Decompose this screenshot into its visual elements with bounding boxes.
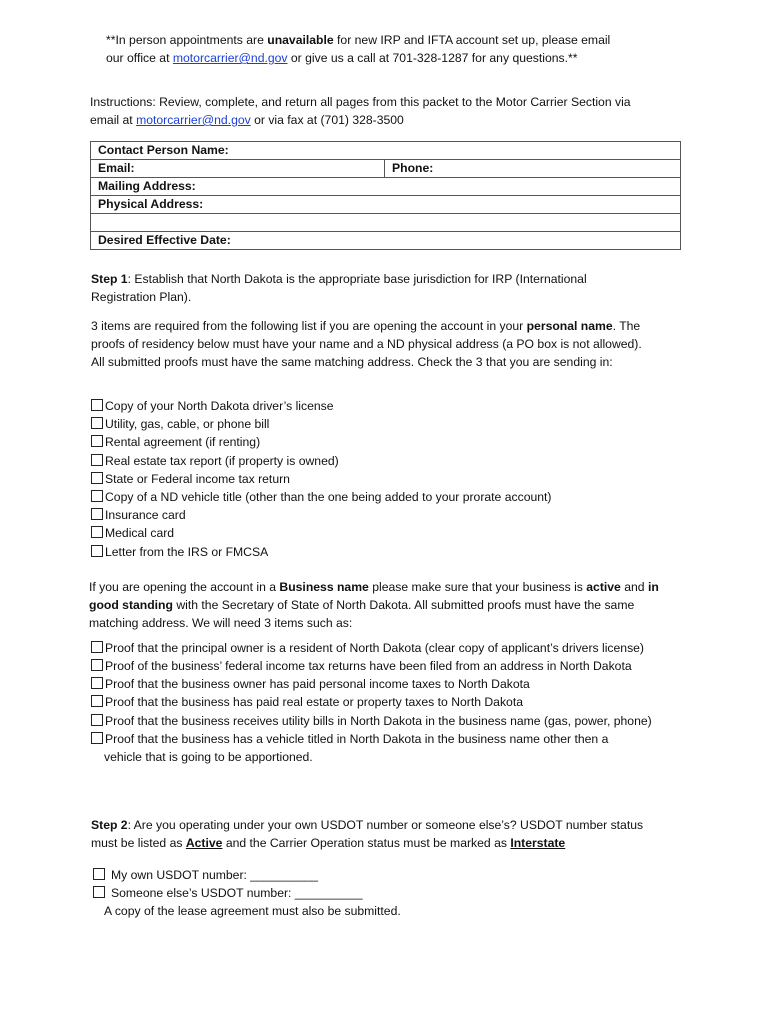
usdot-options bbox=[93, 866, 693, 921]
contact-name-label: Contact Person Name: bbox=[98, 143, 229, 157]
else-usdot-option[interactable]: Someone else’s USDOT number: __________ bbox=[93, 884, 693, 902]
contact-info-table bbox=[90, 141, 681, 250]
checkbox[interactable] bbox=[91, 545, 103, 557]
checkbox[interactable] bbox=[91, 677, 103, 689]
checkbox[interactable] bbox=[91, 417, 103, 429]
checklist-item[interactable]: Proof that the business owner has paid personal income taxes to North Dakota bbox=[91, 675, 671, 693]
email-phone-row bbox=[91, 159, 680, 177]
notice-line-1: **In person appointments are unavailable for new IRP and IFTA account set up, please email bbox=[106, 33, 611, 47]
checkbox[interactable] bbox=[91, 641, 103, 653]
checkbox[interactable] bbox=[91, 490, 103, 502]
checkbox[interactable] bbox=[91, 526, 103, 538]
checkbox[interactable] bbox=[91, 659, 103, 671]
checkbox[interactable] bbox=[91, 435, 103, 447]
checkbox[interactable] bbox=[93, 868, 105, 880]
lease-note: A copy of the lease agreement must also be submitted. bbox=[104, 904, 401, 919]
business-proofs-checklist bbox=[91, 639, 671, 766]
checklist-item[interactable]: Rental agreement (if renting) bbox=[91, 433, 691, 451]
blank-row[interactable] bbox=[91, 213, 680, 231]
contact-name-row[interactable] bbox=[91, 142, 680, 159]
checklist-item[interactable]: Proof that the business receives utility bills in North Dakota in the business name (gas, power, phone) bbox=[91, 712, 654, 730]
checklist-item[interactable]: Real estate tax report (if property is owned) bbox=[91, 452, 691, 470]
checklist-item[interactable]: Proof that the business has a vehicle titled in North Dakota in the business name other then a vehicle that is going to be apportioned. bbox=[91, 730, 649, 766]
checkbox[interactable] bbox=[91, 695, 103, 707]
checkbox[interactable] bbox=[91, 508, 103, 520]
checkbox[interactable] bbox=[91, 399, 103, 411]
checklist-item[interactable]: Proof that the business has paid real estate or property taxes to North Dakota bbox=[91, 693, 671, 711]
physical-address-row[interactable] bbox=[91, 195, 680, 213]
instructions-line-1: Instructions: Review, complete, and return all pages from this packet to the Motor Carrier Section via bbox=[90, 95, 631, 109]
checkbox[interactable] bbox=[91, 472, 103, 484]
physical-address-label: Physical Address: bbox=[98, 197, 204, 211]
checkbox[interactable] bbox=[91, 454, 103, 466]
step1-intro: Step 1: Establish that North Dakota is the appropriate base jurisdiction for IRP (International Registration Plan). bbox=[91, 272, 587, 304]
step2-intro: Step 2: Are you operating under your own USDOT number or someone else’s? USDOT number status must be listed as Active and the Carrier Operation status must be marked as Interstate bbox=[91, 818, 644, 850]
mailing-address-label: Mailing Address: bbox=[98, 179, 196, 193]
unavailable-text: unavailable bbox=[267, 33, 334, 47]
instructions bbox=[90, 93, 690, 129]
checkbox[interactable] bbox=[93, 886, 105, 898]
checklist-item[interactable]: Utility, gas, cable, or phone bill bbox=[91, 415, 691, 433]
checklist-item[interactable]: Copy of your North Dakota driver’s license bbox=[91, 397, 691, 415]
effective-date-row[interactable] bbox=[91, 231, 680, 249]
instructions-email-link[interactable]: motorcarrier@nd.gov bbox=[136, 113, 251, 127]
step1-label: Step 1 bbox=[91, 272, 128, 286]
email-field[interactable]: Email: bbox=[91, 160, 385, 177]
instructions-line-2: email at motorcarrier@nd.gov or via fax at (701) 328-3500 bbox=[90, 113, 404, 127]
appointment-notice bbox=[106, 31, 666, 67]
checklist-item[interactable]: Proof that the principal owner is a resident of North Dakota (clear copy of applicant’s drivers license) bbox=[91, 639, 644, 657]
step2-label: Step 2 bbox=[91, 818, 128, 832]
notice-email-link[interactable]: motorcarrier@nd.gov bbox=[172, 51, 288, 65]
checklist-item[interactable]: Letter from the IRS or FMCSA bbox=[91, 543, 691, 561]
effective-date-label: Desired Effective Date: bbox=[98, 233, 231, 247]
checklist-item[interactable]: Copy of a ND vehicle title (other than the one being added to your prorate account) bbox=[91, 488, 691, 506]
notice-line-2: our office at motorcarrier@nd.gov or give us a call at 701-328-1287 for any questions.** bbox=[106, 51, 578, 65]
checkbox[interactable] bbox=[91, 732, 103, 744]
checklist-item[interactable]: Medical card bbox=[91, 524, 691, 542]
personal-proofs-checklist bbox=[91, 397, 691, 561]
business-name-instructions: If you are opening the account in a Business name please make sure that your business is active and in good standing with the Secretary of State of North Dakota. All submitted proofs must have the same matching address. We will need 3 items such as: bbox=[89, 580, 659, 630]
checklist-item[interactable]: Insurance card bbox=[91, 506, 691, 524]
personal-name-instructions: 3 items are required from the following list if you are opening the account in your personal name. The proofs of residency below must have your name and a ND physical address (a PO box is not allowed). All submitted proofs must have the same matching address. Check the 3 that you are sending in: bbox=[91, 319, 642, 369]
checklist-item[interactable]: Proof of the business’ federal income tax returns have been filed from an address in North Dakota bbox=[91, 657, 671, 675]
checkbox[interactable] bbox=[91, 714, 103, 726]
checklist-item[interactable]: State or Federal income tax return bbox=[91, 470, 691, 488]
mailing-address-row[interactable] bbox=[91, 177, 680, 195]
own-usdot-option[interactable]: My own USDOT number: __________ bbox=[93, 866, 693, 884]
phone-field[interactable]: Phone: bbox=[392, 161, 434, 175]
